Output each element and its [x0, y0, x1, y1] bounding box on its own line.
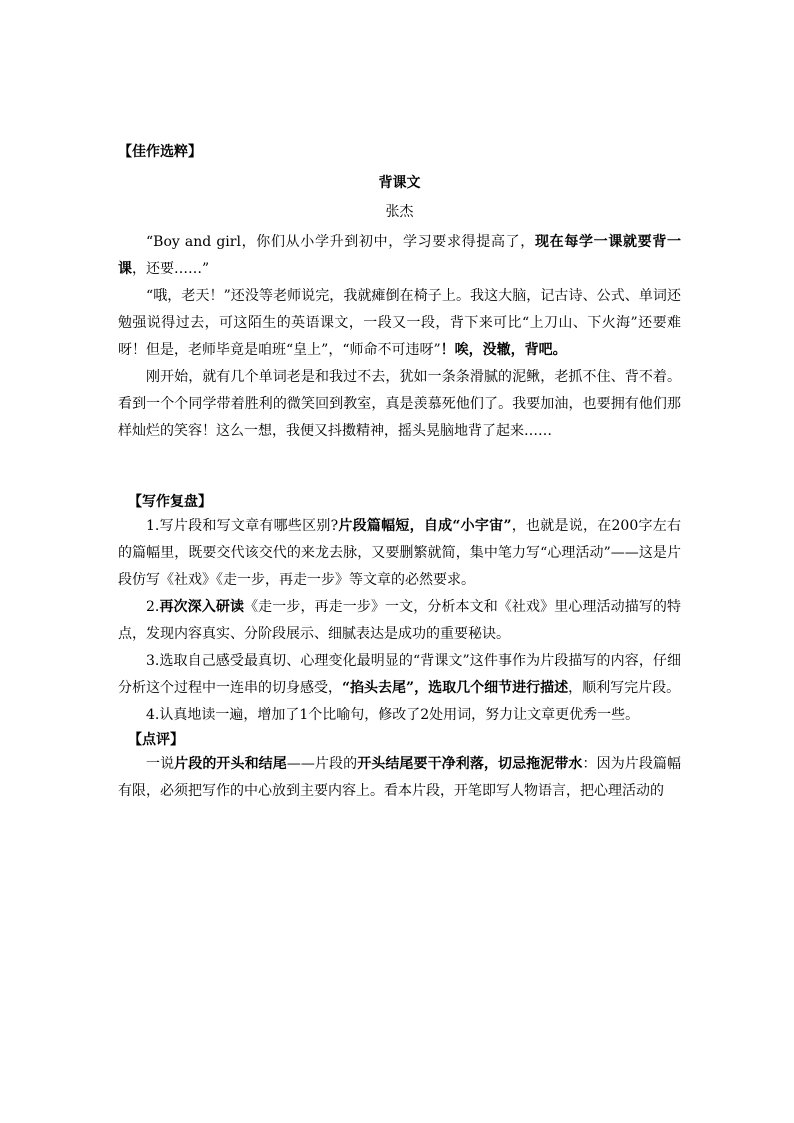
review-item-2-text-a: 2.: [146, 599, 160, 615]
review-item-3: [118, 648, 681, 702]
essay-paragraph-3: 刚开始，就有几个单词老是和我过不去，犹如一条条滑腻的泥鳅，老抓不住、背不着。看到一个个同学带着胜利的微笑回到教室，真是羡慕死他们了。我要加油，也要拥有他们那样灿烂的笑容！这么一想，我便又抖擞精神，摇头晃脑地背了起来……: [118, 369, 681, 439]
essay-author: 张杰: [385, 204, 414, 220]
review-item-1-text-c: ，也就是说，在200字左右的篇幅里，既要交代该交代的来龙去脉，又要删繁就简，集中笔力写“心理活动”——这是片段仿写《社戏》《走一步，再走一步》等文章的必然要求。: [118, 518, 681, 588]
essay-paragraph-2: [118, 283, 681, 364]
comment-bold-d: 开头结尾要干净利落，切忌拖泥带水: [357, 756, 583, 772]
review-item-2-bold: 再次深入研读: [159, 599, 245, 615]
review-item-3-bold: “掐头去尾”，选取几个细节进行描述: [342, 680, 569, 696]
review-item-4: 4.认真地读一遍，增加了1个比喻句，修改了2处用词，努力让文章更优秀一些。: [146, 707, 640, 723]
section-heading-comment: 【点评】: [128, 732, 184, 748]
essay-paragraph-1-text-c: ，还要……”: [132, 261, 210, 277]
review-item-1-bold: 片段篇幅短，自成“小宇宙”: [338, 518, 512, 534]
review-item-2-text-c: 《走一步，再走一步》一文，分析本文和《社戏》里心理活动描写的特点，发现内容真实、分阶段展示、细腻表达是成功的重要秘诀。: [118, 599, 682, 642]
essay-paragraph-2-text: “哦，老天！”还没等老师说完，我就瘫倒在椅子上。我这大脑，记古诗、公式、单词还勉强说得过去，可这陌生的英语课文，一段又一段，背下来可比“上刀山、下火海”还要难呀！但是，老师毕竟是咱班“皇上”，“师命不可违呀”: [118, 288, 681, 358]
comment-text-c: ——片段的: [286, 756, 358, 772]
essay-paragraph-1-bold: 现在每学一课就要背一课: [118, 234, 681, 277]
essay-paragraph-2-bold: ！唉，没辙，背吧。: [440, 342, 567, 358]
comment-text-a: 一说: [146, 756, 175, 772]
review-item-3-text-a: 3.选取自己感受最真切、心理变化最明显的“背课文”这件事作为片段描写的内容，仔细分析这个过程中一连串的切身感受，: [118, 653, 681, 696]
document-page: [118, 141, 681, 805]
essay-paragraph-1: [118, 229, 681, 283]
section-heading-selected-works: 【佳作选粹】: [118, 144, 202, 160]
review-item-2: [118, 594, 681, 648]
section-heading-writing-review: 【写作复盘】: [128, 494, 212, 510]
comment-paragraph-1: [118, 751, 681, 805]
essay-paragraph-1-text-a: “Boy and girl，你们从小学升到初中，学习要求得提高了，: [146, 234, 535, 250]
review-item-1: [118, 513, 681, 594]
essay-title: 背课文: [378, 175, 421, 191]
review-item-1-text-a: 1.写片段和写文章有哪些区别?: [146, 518, 339, 534]
comment-bold-b: 片段的开头和结尾: [174, 756, 287, 772]
comment-text-e: ：因为片段篇幅有限，必须把写作的中心放到主要内容上。看本片段，开笔即写人物语言，把心理活动的: [118, 756, 682, 799]
review-item-3-text-c: ，顺利写完片段。: [568, 680, 681, 696]
